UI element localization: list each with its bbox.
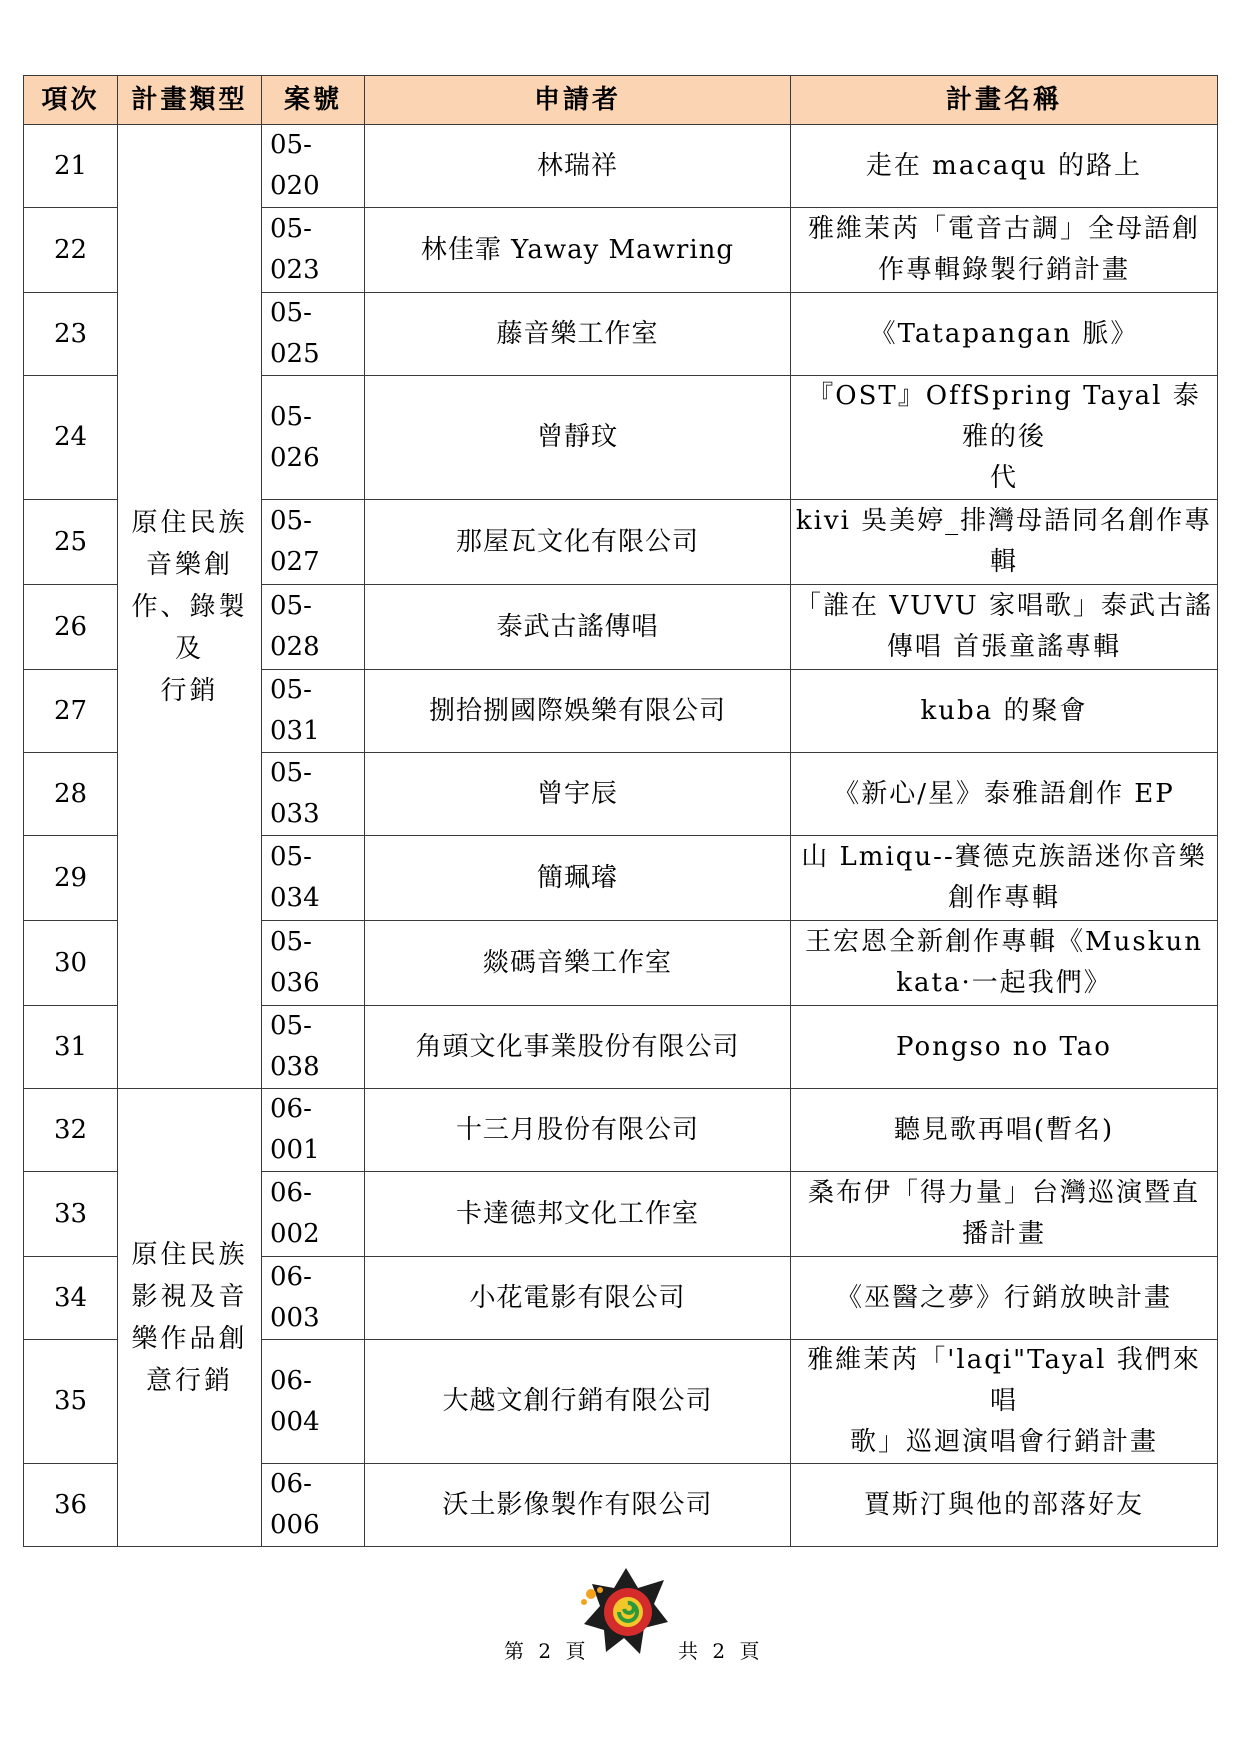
cell-plan-name: 聽見歌再唱(暫名) xyxy=(791,1089,1218,1172)
cell-case-no: 05-020 xyxy=(262,125,365,208)
cell-item-no: 33 xyxy=(24,1172,118,1257)
cell-case-no: 05-027 xyxy=(262,500,365,585)
cell-case-no: 05-031 xyxy=(262,670,365,753)
header-item-no: 項次 xyxy=(24,76,118,125)
cell-case-no: 05-034 xyxy=(262,836,365,921)
cell-plan-type: 原住民族 影視及音 樂作品創 意行銷 xyxy=(118,1089,262,1547)
cell-plan-name: 走在 macaqu 的路上 xyxy=(791,125,1218,208)
header-plan-type: 計畫類型 xyxy=(118,76,262,125)
cell-item-no: 27 xyxy=(24,670,118,753)
cell-case-no: 06-002 xyxy=(262,1172,365,1257)
table-row xyxy=(24,125,1218,208)
cell-plan-name: 雅維茉芮「電音古調」全母語創 作專輯錄製行銷計畫 xyxy=(791,208,1218,293)
cell-applicant: 小花電影有限公司 xyxy=(365,1257,791,1340)
cell-plan-name: 《新心/星》泰雅語創作 EP xyxy=(791,753,1218,836)
cell-applicant: 那屋瓦文化有限公司 xyxy=(365,500,791,585)
cell-applicant: 沃土影像製作有限公司 xyxy=(365,1464,791,1547)
cell-item-no: 34 xyxy=(24,1257,118,1340)
cell-applicant: 燚碼音樂工作室 xyxy=(365,921,791,1006)
cell-plan-name: 『OST』OffSpring Tayal 泰雅的後 代 xyxy=(791,376,1218,500)
cell-plan-name: kivi 吳美婷_排灣母語同名創作專 輯 xyxy=(791,500,1218,585)
cell-applicant: 簡珮璿 xyxy=(365,836,791,921)
table-row xyxy=(24,1089,1218,1172)
header-case-no: 案號 xyxy=(262,76,365,125)
cell-applicant: 曾宇辰 xyxy=(365,753,791,836)
cell-item-no: 28 xyxy=(24,753,118,836)
cell-plan-name: 賈斯汀與他的部落好友 xyxy=(791,1464,1218,1547)
table-header-row xyxy=(24,76,1218,125)
cell-applicant: 林佳霏 Yaway Mawring xyxy=(365,208,791,293)
cell-plan-name: 山 Lmiqu--賽德克族語迷你音樂 創作專輯 xyxy=(791,836,1218,921)
cell-applicant: 藤音樂工作室 xyxy=(365,293,791,376)
cell-case-no: 05-026 xyxy=(262,376,365,500)
cell-case-no: 06-006 xyxy=(262,1464,365,1547)
cell-plan-name: 《巫醫之夢》行銷放映計畫 xyxy=(791,1257,1218,1340)
cell-plan-name: kuba 的聚會 xyxy=(791,670,1218,753)
page-number-total: 共 2 頁 xyxy=(678,1639,764,1663)
cell-applicant: 曾靜玟 xyxy=(365,376,791,500)
cell-item-no: 32 xyxy=(24,1089,118,1172)
page-number-current: 第 2 頁 xyxy=(504,1639,590,1663)
cell-case-no: 05-023 xyxy=(262,208,365,293)
cell-applicant: 林瑞祥 xyxy=(365,125,791,208)
grant-table xyxy=(23,75,1218,1547)
cell-case-no: 06-003 xyxy=(262,1257,365,1340)
cell-applicant: 大越文創行銷有限公司 xyxy=(365,1340,791,1464)
cell-item-no: 30 xyxy=(24,921,118,1006)
cell-case-no: 06-004 xyxy=(262,1340,365,1464)
table-body xyxy=(24,125,1218,1547)
cell-case-no: 05-038 xyxy=(262,1006,365,1089)
cell-applicant: 泰武古謠傳唱 xyxy=(365,585,791,670)
cell-applicant: 十三月股份有限公司 xyxy=(365,1089,791,1172)
cell-case-no: 05-033 xyxy=(262,753,365,836)
cell-plan-name: 「誰在 VUVU 家唱歌」泰武古謠 傳唱 首張童謠專輯 xyxy=(791,585,1218,670)
cell-item-no: 22 xyxy=(24,208,118,293)
cell-case-no: 05-036 xyxy=(262,921,365,1006)
cell-plan-name: Pongso no Tao xyxy=(791,1006,1218,1089)
cell-item-no: 36 xyxy=(24,1464,118,1547)
cell-item-no: 23 xyxy=(24,293,118,376)
cell-item-no: 31 xyxy=(24,1006,118,1089)
organization-logo-icon xyxy=(578,1566,668,1656)
cell-item-no: 21 xyxy=(24,125,118,208)
page-footer xyxy=(0,1560,1240,1690)
header-applicant: 申請者 xyxy=(365,76,791,125)
cell-plan-type: 原住民族 音樂創 作、錄製及 行銷 xyxy=(118,125,262,1089)
cell-case-no: 05-025 xyxy=(262,293,365,376)
cell-applicant: 捌拾捌國際娛樂有限公司 xyxy=(365,670,791,753)
cell-plan-name: 王宏恩全新創作專輯《Muskun kata·一起我們》 xyxy=(791,921,1218,1006)
cell-plan-name: 桑布伊「得力量」台灣巡演暨直 播計畫 xyxy=(791,1172,1218,1257)
header-plan-name: 計畫名稱 xyxy=(791,76,1218,125)
cell-case-no: 06-001 xyxy=(262,1089,365,1172)
cell-item-no: 29 xyxy=(24,836,118,921)
cell-item-no: 35 xyxy=(24,1340,118,1464)
cell-plan-name: 雅維茉芮「'laqi"Tayal 我們來唱 歌」巡迴演唱會行銷計畫 xyxy=(791,1340,1218,1464)
cell-case-no: 05-028 xyxy=(262,585,365,670)
cell-plan-name: 《Tatapangan 脈》 xyxy=(791,293,1218,376)
cell-item-no: 26 xyxy=(24,585,118,670)
cell-applicant: 卡達德邦文化工作室 xyxy=(365,1172,791,1257)
cell-item-no: 24 xyxy=(24,376,118,500)
cell-item-no: 25 xyxy=(24,500,118,585)
cell-applicant: 角頭文化事業股份有限公司 xyxy=(365,1006,791,1089)
